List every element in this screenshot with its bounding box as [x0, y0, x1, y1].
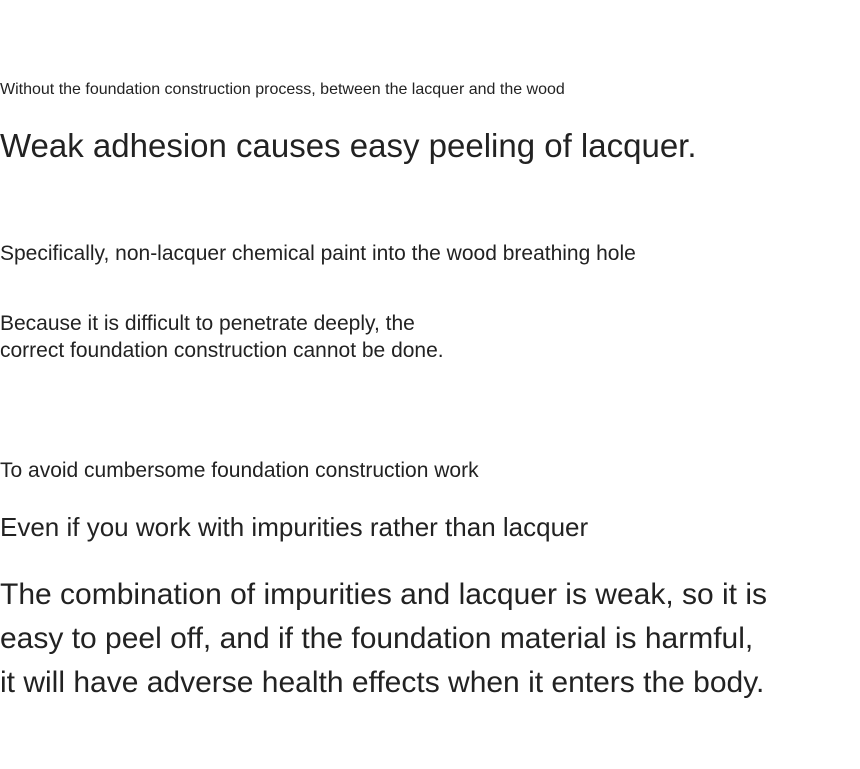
- conclusion-line: it will have adverse health effects when it enters the body.: [0, 666, 765, 699]
- headline: Weak adhesion causes easy peeling of lacquer.: [0, 127, 697, 164]
- explanation-paragraph-line: Because it is difficult to penetrate deeply, the: [0, 312, 415, 335]
- avoidance-line: To avoid cumbersome foundation construction work: [0, 459, 479, 482]
- conclusion-line: easy to peel off, and if the foundation material is harmful,: [0, 622, 754, 655]
- conclusion-paragraph: [0, 573, 767, 705]
- explanation-paragraph-line: correct foundation construction cannot be done.: [0, 339, 444, 362]
- impurities-line: Even if you work with impurities rather than lacquer: [0, 512, 589, 542]
- explanation-paragraph: [0, 310, 444, 364]
- conclusion-line: The combination of impurities and lacquer is weak, so it is: [0, 578, 768, 611]
- explanation-line: Specifically, non-lacquer chemical paint into the wood breathing hole: [0, 242, 636, 265]
- intro-text: Without the foundation construction process, between the lacquer and the wood: [0, 81, 565, 98]
